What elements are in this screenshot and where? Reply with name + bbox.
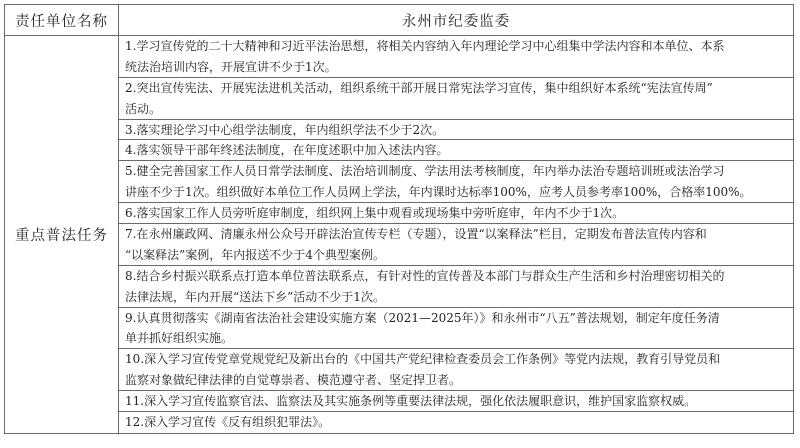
header-responsible-unit-label: 责任单位名称 (5, 5, 119, 36)
task-item-8-continuation: 法律法规，年内开展“送法下乡”活动不少于1次。 (119, 287, 793, 308)
task-list (119, 36, 793, 433)
task-item-6: 6.落实国家工作人员旁听庭审制度，组织网上集中观看或现场集中旁听庭审，年内不少于1次。 (119, 203, 793, 224)
task-item-5: 5.健全完善国家工作人员日常学法制度、法治培训制度、学法用法考核制度，年内举办法治专题培训班或法治学习 (125, 164, 725, 179)
task-list-cell (119, 36, 794, 434)
task-item-1: 1.学习宣传党的二十大精神和习近平法治思想，将相关内容纳入年内理论学习中心组集中学法内容和本单位、本系 (125, 39, 725, 53)
task-item-1-continuation: 统法治培训内容，开展宣讲不少于1次。 (119, 57, 793, 78)
task-row (5, 36, 794, 434)
task-table-document (4, 4, 793, 444)
table-header-row (5, 5, 794, 36)
task-item-5-continuation: 讲座不少于1次。组织做好本单位工作人员网上学法，年内课时达标率100%，应考人员参考率100%，合格率100%。 (119, 182, 793, 203)
task-item-9-continuation: 单并抓好组织实施。 (119, 328, 793, 349)
task-item-10: 10.深入学习宣传党章党规党纪及新出台的《中国共产党纪律检查委员会工作条例》等党内法规，教育引导党员和 (125, 352, 721, 367)
header-unit-name: 永州市纪委监委 (119, 5, 794, 36)
task-item-3: 3.落实理论学习中心组学法制度，年内组织学法不少于2次。 (119, 120, 793, 141)
task-item-9: 9.认真贯彻落实《湖南省法治社会建设实施方案（2021—2025年）》和永州市“八五”普法规划，制定年度任务清 (125, 310, 720, 325)
task-item-2: 2.突出宣传宪法、开展宪法进机关活动，组织系统干部开展日常宪法学习宣传，集中组织好本系统“宪法宣传周” (125, 80, 713, 95)
task-item-10-continuation: 监察对象做纪律法律的自觉尊崇者、模范遵守者、坚定捍卫者。 (119, 370, 793, 391)
task-item-12: 12.深入学习宣传《反有组织犯罪法》。 (125, 415, 331, 430)
task-item-7-continuation: “以案释法”案例，年内报送不少于4个典型案例。 (119, 245, 793, 266)
task-item-7: 7.在永州廉政网、清廉永州公众号开辟法治宣传专栏（专题），设置“以案释法”栏目，定期发布普法宣传内容和 (125, 227, 707, 242)
row-label-key-tasks: 重点普法任务 (5, 36, 119, 434)
task-table (4, 4, 794, 434)
task-item-11: 11.深入学习宣传监察官法、监察法及其实施条例等重要法律法规，强化依法履职意识，维护国家监察权威。 (119, 391, 793, 412)
task-item-4: 4.落实领导干部年终述法制度，在年度述职中加入述法内容。 (119, 140, 793, 161)
task-item-8: 8.结合乡村振兴联系点打造本单位普法联系点，有针对性的宣传普及本部门与群众生产生活和乡村治理密切相关的 (125, 268, 725, 283)
task-item-2-continuation: 活动。 (119, 99, 793, 120)
